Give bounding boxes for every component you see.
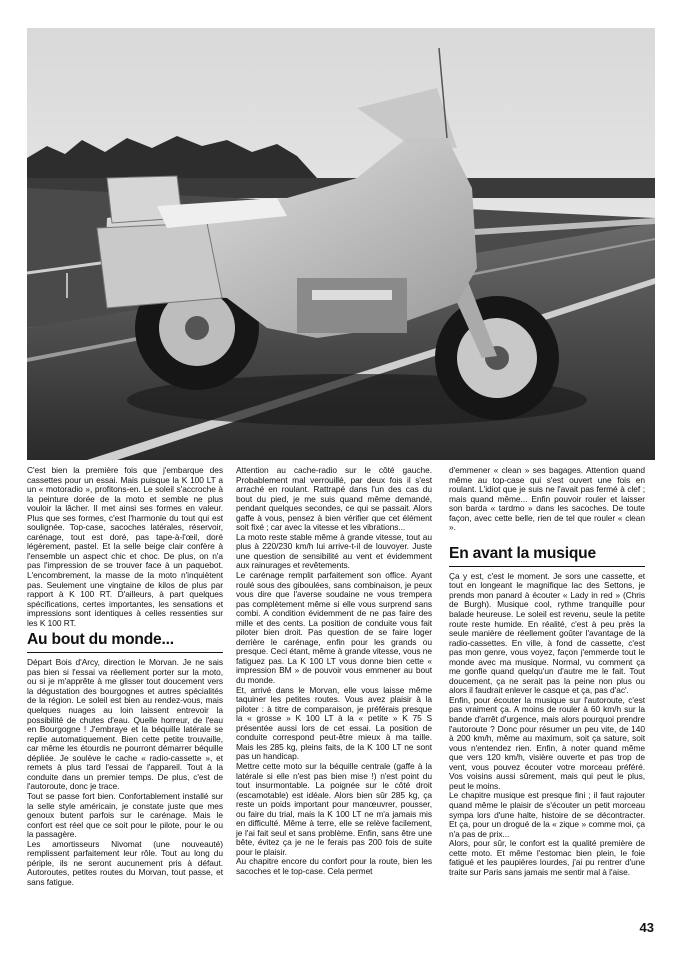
paragraph: d'emmener « clean » ses bagages. Attention quand même au top-case qui s'est ouvert une fois en roulant. L'idiot que je suis ne l'avait pas fermé à clef ; mais quand même... Enfin pouvoir rouler et laisser son barda « tardmo » dans les sacoches. De toute façon, avec cette belle, rien de tel que rouler « clean ». (449, 465, 645, 533)
section-heading-en-avant-la-musique: En avant la musique (449, 544, 645, 567)
article-column-2 (236, 466, 432, 877)
paragraph: Enfin, pour écouter la musique sur l'autoroute, c'est pas vraiment ça. A moins de rouler à 60 km/h sur la bande d'arrêt d'urgence, mais alors pourquoi prendre l'autoroute ? Donc pour résumer un peu vite, de 140 à 200 km/h, même au maximum, soit ça sature, soit vous n'entendez rien. Enfin, à noter quand même que vers 120 km/h, visière ouverte et pas trop de vent, vous pouvez écouter votre morceau préféré. Vos voisins aussi sûrement, mais qui peut le plus, peut le moins. (449, 694, 645, 791)
page-number: 43 (639, 920, 654, 935)
paragraph: La moto reste stable même à grande vitesse, tout au plus à 220/230 km/h lui arrive-t-il de louvoyer. Juste une question de sensibilité au vent et évidemment aux rainurages et revêtements. (236, 531, 432, 571)
article-column-3 (449, 466, 645, 877)
paragraph: Le chapitre musique est presque fini ; il faut rajouter quand même le plaisir de s'écouter un petit morceau sympa lors d'une halte, histoire de se décontracter. Et ça, pour un drogué de la « zique » comme moi, ça n'a pas de prix... (449, 790, 645, 839)
motorcycle-photo (27, 28, 655, 460)
paragraph: C'est bien la première fois que j'embarque des cassettes pour un essai. Mais puisque la K 100 LT a un « motoradio », profitons-en. Le soleil s'accroche à la peinture dorée de la moto et semble ne plus vouloir la lâcher. Il met ainsi ses formes en valeur. Plus que ses formes, c'est l'harmonie du tout qui est soulignée. Top-case, sacoches latérales, réservoir, carénage, tout est doré, pas tape-à-l'œil, doré légèrement, pastel. Et la selle beige clair confère à l'ensemble un aspect chic et choc. De plus, on n'a pas l'impression de se trouver face à un paquebot. L'encombrement, la masse de la moto n'inquiètent pas. Seulement une vingtaine de kilos de plus par rapport à K 100 RT. D'ailleurs, à part quelques spécifications, certes importantes, les sensations et impressions sont identiques à celles ressenties sur les K 100 RT. (27, 465, 223, 628)
section-heading-au-bout-du-monde: Au bout du monde... (27, 630, 223, 653)
paragraph: Au chapitre encore du confort pour la route, bien les sacoches et le top-case. Cela permet (236, 856, 432, 876)
paragraph: Le carénage remplit parfaitement son office. Ayant roulé sous des giboulées, sans combinaison, je peux vous dire que l'averse soudaine ne vous trempera pas complètement même si elle vous surprend sans combi. A condition évidemment de ne pas faire des mille et des cents. La position de conduite vous fait piloter bien droit. Pas question de se faire loger derrière le carénage, enfin pour les grands ou presque. Ceci étant, même à grande vitesse, vous ne fatiguez pas. La K 100 LT vous donne bien cette « impression BM » de pouvoir vous emmener au bout du monde. (236, 570, 432, 686)
paragraph: Et, arrivé dans le Morvan, elle vous laisse même taquiner les petites routes. Vous avez plaisir à la piloter : à titre de comparaison, je préférais presque la « grosse » K 100 LT à la « petite » K 75 S présentée aussi lors de cet essai. La position de conduite correspond peut-être mieux à ma taille. Mais les 285 kg, pleins faits, de la K 100 LT ne sont pas un handicap. (236, 684, 432, 762)
paragraph: Tout se passe fort bien. Confortablement installé sur la selle style américain, je constate juste que mes genoux butent parfois sur le carénage. Mais le confort est réel que ce soit pour le pilote, pour le ou la passagère. (27, 790, 223, 840)
article-column-1 (27, 466, 223, 887)
paragraph: Attention au cache-radio sur le côté gauche. Probablement mal verrouillé, par deux fois il s'est arraché en roulant. Rattrapé dans l'un des cas du bout du pied, je me suis quand même demandé, pendant quelques secondes, ce qui se passait. Alors gaffe à vous, pensez à bien vérifier que cet élément soit fixé ; car avec la vitesse et les vibrations... (236, 465, 432, 533)
paragraph: Les amortisseurs Nivomat (une nouveauté) remplissent parfaitement leur rôle. Tout au long du périple, ils ne seront aucunement pris à défaut. Autoroutes, petites routes du Morvan, tout passe, et sans fatigue. (27, 838, 223, 887)
paragraph: Ça y est, c'est le moment. Je sors une cassette, et tout en longeant le magnifique lac des Settons, je prends mon panard à écouter « Lady in red » (Chris de Burgh). Musique cool, rythme tranquille pour balade heureuse. Le soleil est revenu, seule la petite route reste humide. En réalité, c'est à peu près la seule manière de réellement goûter l'avantage de la radio-cassettes. En ville, à fond de cassette, c'est pas mon genre, vous voyez, façon j'emmerde tout le monde avec ma musique. Normal, vu comment ça me gonfle quand quelqu'un d'autre me le fait. Tout doucement, ça ne serait pas la peine non plus ou alors il faudrait enlever le casque et ça, pas d'ac'. (449, 570, 645, 696)
paragraph: Alors, pour sûr, le confort est la qualité première de cette moto. Et même l'estomac bien plein, le foie fatigué et les paupières lourdes, j'ai pu rentrer d'une traite sur Paris sans jamais me sentir mal à l'aise. (449, 838, 645, 877)
paragraph: Mettre cette moto sur la béquille centrale (gaffe à la latérale si elle n'est pas bien mise !) n'est point du tout insurmontable. La poignée sur le côté droit (escamotable) est idéale. Alors bien sûr 285 kg, ça reste un poids important pour manœuvrer, pousser, ou faire du trial, mais la K 100 LT ne m'a jamais mis en difficulté. Même à terre, elle se relève facilement, je l'ai fait seul et sans problème. Enfin, sans être une bête, évitez ça je ne le ferais pas 200 fois de suite pour le plaisir. (236, 760, 432, 857)
paragraph: Départ Bois d'Arcy, direction le Morvan. Je ne sais pas bien si l'essai va réellement porter sur la moto, ou si je m'apprête à me glisser tout doucement vers la dégustation des bourgognes et autres spécialités de la région. Le soleil est bien au rendez-vous, mais quelques nuages au loin laissent entrevoir la possibilité de chutes d'eau. Quelle horreur, de l'eau en Bourgogne ! J'embraye et la béquille latérale se replie automatiquement. Bien cette petite trouvaille, car même les étourdis ne pourront démarrer béquille dépliée. Je soulève le cache « radio-cassette », et remets à plus tard l'essai de l'appareil. Tout à la conduite dans un premier temps. De plus, c'est de l'autoroute, donc je trace. (27, 657, 223, 792)
